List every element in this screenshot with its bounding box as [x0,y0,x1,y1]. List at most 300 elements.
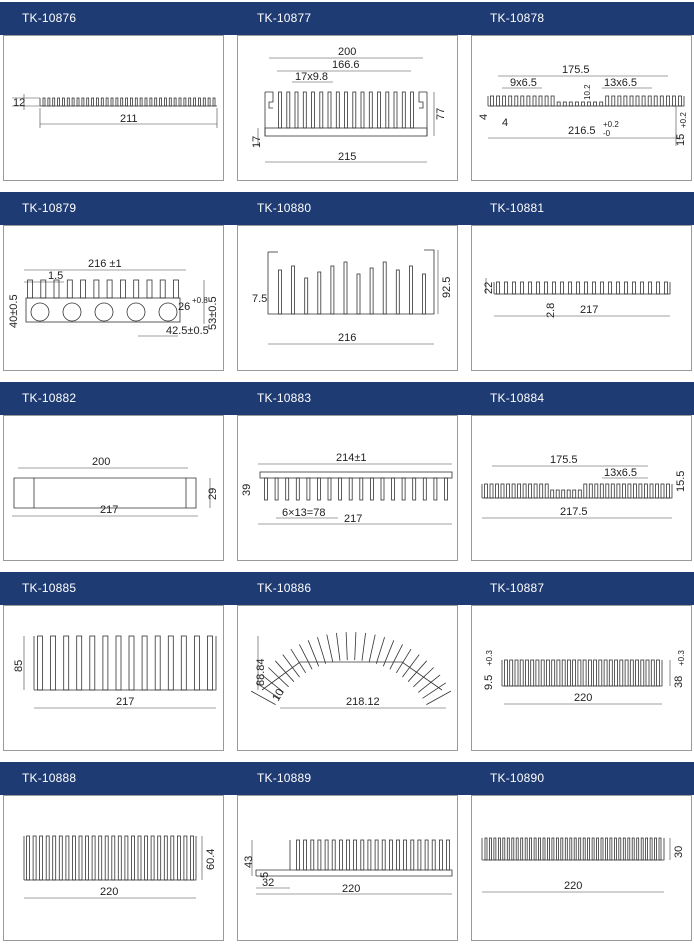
fin-shape [311,840,314,870]
profile-drawing [238,416,458,561]
profile-drawing [4,36,224,181]
fin-shape [38,636,43,690]
fin-shape [612,96,615,106]
fin-shape [383,262,386,314]
fin-shape [77,98,79,106]
dim-height: 43 [243,855,255,868]
model-title: TK-10879 [22,201,77,215]
fin-shape [649,282,652,294]
model-title: TK-10881 [490,201,545,215]
dim-width: 220 [564,880,583,892]
fin-shape [369,635,375,662]
fin-shape [579,838,581,860]
fin-shape [533,96,536,106]
fin-shape [58,98,60,106]
fin-shape [382,840,385,870]
header-band [0,572,694,605]
header-band [0,192,694,225]
fin-shape [411,92,414,128]
dim-height: 22 [483,281,495,294]
fin-shape [606,838,608,860]
fin-shape [534,484,537,498]
profile-drawing [472,36,692,181]
fin-shape [672,96,675,106]
fin-shape [611,484,614,498]
dim-pitch: 1.5 [48,270,64,282]
model-title: TK-10888 [22,771,77,785]
model-title: TK-10887 [490,581,545,595]
dim-depth: 10.2 [583,84,592,100]
dim-step: 5 [259,871,271,878]
fin-shape [523,484,526,498]
fin-shape [570,838,572,860]
profile-panel-tk10877 [237,35,458,181]
fin-shape [296,478,299,500]
dim-height: 60.4 [205,848,217,870]
fin-shape [659,838,661,860]
profile-panel-tk10880 [237,225,458,371]
fin-shape [155,98,157,106]
fin-shape [491,96,494,106]
fin-shape [618,96,621,106]
fin-shape [413,478,416,500]
fin-shape [174,280,179,298]
hole-shape [159,303,177,321]
fin-shape [654,96,657,106]
fin-shape [307,478,310,500]
fin-shape [657,282,660,294]
fin-shape [551,490,554,498]
hole-shape [63,303,81,321]
profile-drawing [4,796,224,941]
fin-shape [447,840,450,870]
fin-shape [445,478,448,500]
fin-shape [425,840,428,870]
fin-shape [101,98,103,106]
fin-shape [116,636,121,690]
dim-width: 216.5 [568,125,596,137]
fin-shape [636,96,639,106]
fin-shape [543,838,545,860]
fin-shape [593,282,596,294]
fin-shape [642,96,645,106]
fin-shape [116,98,118,106]
fin-shape [606,96,609,106]
fin-shape [339,840,342,870]
fin-shape [332,840,335,870]
fin-shape [485,838,487,860]
fin-shape [105,836,108,880]
dim-right-fins: 13x6.5 [604,77,638,89]
model-title: TK-10886 [257,581,312,595]
fin-shape [588,838,590,860]
dim-inner: 26 [178,301,191,313]
fin-shape [40,836,43,880]
model-title: TK-10880 [257,201,312,215]
fin-shape [394,92,397,128]
fin-shape [507,838,509,860]
dim-width: 215 [338,151,357,163]
fin-shape [569,282,572,294]
profile-panel-tk10878 [471,35,692,181]
profile-drawing [472,226,692,371]
fin-shape [279,270,282,314]
fin-shape [656,484,659,498]
dim-width: 220 [342,883,361,895]
fin-shape [548,838,550,860]
fin-shape [327,635,333,662]
fin-shape [140,98,142,106]
fin-shape [513,282,516,294]
fin-shape [54,280,59,298]
dim-height-tol: +0.3 [677,650,686,666]
dim-fins: 6×13=78 [282,507,326,519]
fin-shape [515,96,518,106]
fin-shape [27,836,30,880]
dim-base: 32 [262,877,275,889]
dim-left-fins: 9x6.5 [510,77,537,89]
fin-shape [203,98,205,106]
model-title: TK-10876 [22,11,77,25]
fin-shape [641,282,644,294]
fin-shape [126,98,128,106]
fin-shape [553,282,556,294]
fin-shape [59,836,62,880]
fin-shape [562,490,565,498]
fin-shape [512,484,515,498]
profile-drawing [238,226,458,371]
fin-shape [578,660,581,686]
fin-shape [369,92,372,128]
dim-width-tol-plus: +0.2 [603,120,619,129]
fin-shape [545,282,548,294]
fin-shape [355,632,356,660]
dim-height: 39 [241,483,253,496]
fin-shape [503,96,506,106]
fin-shape [184,98,186,106]
fin-shape [66,836,69,880]
fin-shape [552,660,555,686]
fin-shape [397,840,400,870]
fin-shape [575,102,578,106]
fin-shape [592,838,594,860]
fin-shape [520,660,523,686]
dim-height: 38 [673,675,685,688]
fin-shape [375,840,378,870]
fin-shape [174,98,176,106]
fin-shape [155,636,160,690]
fin-shape [62,98,64,106]
fin-shape [404,840,407,870]
fin-shape [179,98,181,106]
fin-shape [573,660,576,686]
fin-shape [164,98,166,106]
fin-shape [320,92,323,128]
profile-panel-tk10886 [237,605,458,751]
fin-shape [610,838,612,860]
fin-shape [303,92,306,128]
fin-shape [539,838,541,860]
dim-spacing: 42.5±0.5 [166,325,209,337]
fin-shape [617,282,620,294]
fin-shape [619,838,621,860]
fin-shape [336,92,339,128]
fin-shape [99,836,102,880]
fin-shape [331,266,334,314]
fin-shape [317,637,325,664]
dim-height: 77 [435,107,447,120]
fin-shape [501,484,504,498]
fin-shape [666,96,669,106]
fin-shape [530,838,532,860]
fin-shape [423,478,426,500]
fin-shape [650,484,653,498]
fin-shape [521,96,524,106]
fin-shape [588,102,591,106]
header-band [0,2,694,35]
fin-shape [648,96,651,106]
dim-height: 92.5 [441,276,453,298]
dim-total: 53±0.5 [207,296,219,330]
fin-shape [597,838,599,860]
fin-shape [646,660,649,686]
fin-shape [41,280,46,298]
fin-shape [516,838,518,860]
fin-shape [577,282,580,294]
fin-shape [112,836,115,880]
model-title: TK-10889 [257,771,312,785]
fin-shape [628,484,631,498]
fin-shape [46,836,49,880]
fin-shape [94,280,99,298]
profile-panel-tk10883 [237,415,458,561]
profile-panel-tk10888 [3,795,224,941]
fin-shape [622,484,625,498]
fin-shape [297,840,300,870]
fin-shape [286,478,289,500]
dim-width: 216 [338,332,357,344]
fin-shape [292,266,295,314]
fin-shape [633,282,636,294]
fin-shape [630,660,633,686]
model-title: TK-10885 [22,581,77,595]
fin-shape [92,98,94,106]
fin-shape [617,484,620,498]
fin-shape [637,838,639,860]
fin-shape [679,96,682,106]
fin-shape [601,838,603,860]
fin-shape [164,836,167,880]
fin-shape [557,102,560,106]
dim-height: 85 [13,659,25,672]
dim-width: 217 [580,304,599,316]
fin-shape [633,484,636,498]
dim-inner: 166.6 [332,59,360,71]
fin-shape [344,262,347,314]
fin-shape [625,660,628,686]
fin-shape [48,98,50,106]
fin-shape [67,98,69,106]
fin-shape [132,836,135,880]
fin-shape [213,98,215,106]
fin-shape [189,98,191,106]
fin-shape [370,268,373,314]
fin-shape [361,840,364,870]
dim-height: 29 [207,487,219,500]
fin-shape [87,98,89,106]
hole-shape [95,303,113,321]
fin-shape [67,280,72,298]
profile-panel-tk10889 [237,795,458,941]
fin-shape [541,660,544,686]
dim-base: 7.5 [252,293,268,305]
profile-panel-tk10881 [471,225,692,371]
dim-height: 15 [675,133,687,146]
fin-shape [515,660,518,686]
profile-panel-tk10882 [3,415,224,561]
fin-shape [526,660,529,686]
fin-shape [318,840,321,870]
fin-shape [594,102,597,106]
profile-panel-tk10879 [3,225,224,371]
header-band [0,382,694,415]
fin-shape [574,838,576,860]
fin-shape [556,490,559,498]
fin-shape [72,836,75,880]
fin-shape [354,840,357,870]
profile-drawing [238,36,458,181]
fin-shape [378,92,381,128]
fin-shape [557,660,560,686]
fin-shape [600,484,603,498]
fin-shape [328,478,331,500]
fin-shape [77,636,82,690]
fin-shape [609,282,612,294]
fin-shape [661,484,664,498]
dim-height: 15.5 [675,470,687,492]
dim-width: 218.12 [346,696,380,708]
fin-shape [418,675,440,693]
fin-shape [147,280,152,298]
fin-shape [142,636,147,690]
fin-shape [595,484,598,498]
dim-top: 175.5 [562,64,590,76]
profile-drawing [238,606,458,751]
fin-shape [53,836,56,880]
fin-shape [389,840,392,870]
fin-shape [411,840,414,870]
fin-shape [655,838,657,860]
fin-shape [494,838,496,860]
fin-shape [628,838,630,860]
fin-shape [145,836,148,880]
dim-width: 211 [120,113,138,125]
fin-shape [118,836,121,880]
fin-shape [496,484,499,498]
fin-shape [275,478,278,500]
fin-shape [402,478,405,500]
fin-shape [168,636,173,690]
profile-drawing [4,606,224,751]
fin-shape [92,836,95,880]
fin-shape [507,484,510,498]
fin-shape [370,478,373,500]
fin-shape [53,98,55,106]
profile-drawing [4,416,224,561]
fin-shape [665,282,668,294]
dim-base: 17 [251,135,263,148]
dim-inner-tol: +0.8 [192,296,208,305]
fin-shape [569,102,572,106]
fin-shape [72,98,74,106]
fin-shape [539,96,542,106]
fin-shape [304,840,307,870]
fin-shape [43,98,45,106]
fin-shape [485,484,488,498]
dim-fins: 13x6.5 [604,467,638,479]
fin-shape [135,98,137,106]
fin-shape [521,282,524,294]
fin-shape [121,98,123,106]
fin-shape [361,92,364,128]
dim-height: 30 [673,845,685,858]
dim-base: 217 [344,513,363,525]
fin-shape [540,484,543,498]
fin-shape [531,660,534,686]
model-title: TK-10882 [22,391,77,405]
fin-shape [283,655,300,678]
profile-drawing [238,796,458,941]
fin-shape [657,660,660,686]
model-title: TK-10890 [490,771,545,785]
fin-shape [347,840,350,870]
dim-fins: 17x9.8 [295,71,329,83]
fin-shape [423,274,426,314]
dim-left: 9.5 [483,674,495,690]
dim-width-tol-minus: -0 [603,129,611,138]
fin-shape [561,838,563,860]
fin-shape [151,836,154,880]
fin-shape [439,840,442,870]
fin-shape [346,632,347,660]
dim-width: 217 [100,504,119,516]
fin-shape [505,282,508,294]
fin-shape [512,838,514,860]
fin-shape [386,92,389,128]
fin-shape [409,266,412,314]
fin-shape [604,660,607,686]
fin-shape [150,98,152,106]
fin-shape [336,633,340,661]
fin-shape [360,478,363,500]
fin-shape [169,98,171,106]
fin-shape [368,840,371,870]
fin-shape [639,484,642,498]
fin-shape [565,838,567,860]
model-title: TK-10877 [257,11,312,25]
fin-shape [537,282,540,294]
fin-shape [353,92,356,128]
fin-shape [408,661,427,682]
profile-panel-tk10876 [3,35,224,181]
fin-shape [600,102,603,106]
fin-shape [497,96,500,106]
fin-shape [620,660,623,686]
fin-shape [518,484,521,498]
fin-shape [402,92,405,128]
fin-shape [160,280,165,298]
fin-shape [265,478,268,500]
